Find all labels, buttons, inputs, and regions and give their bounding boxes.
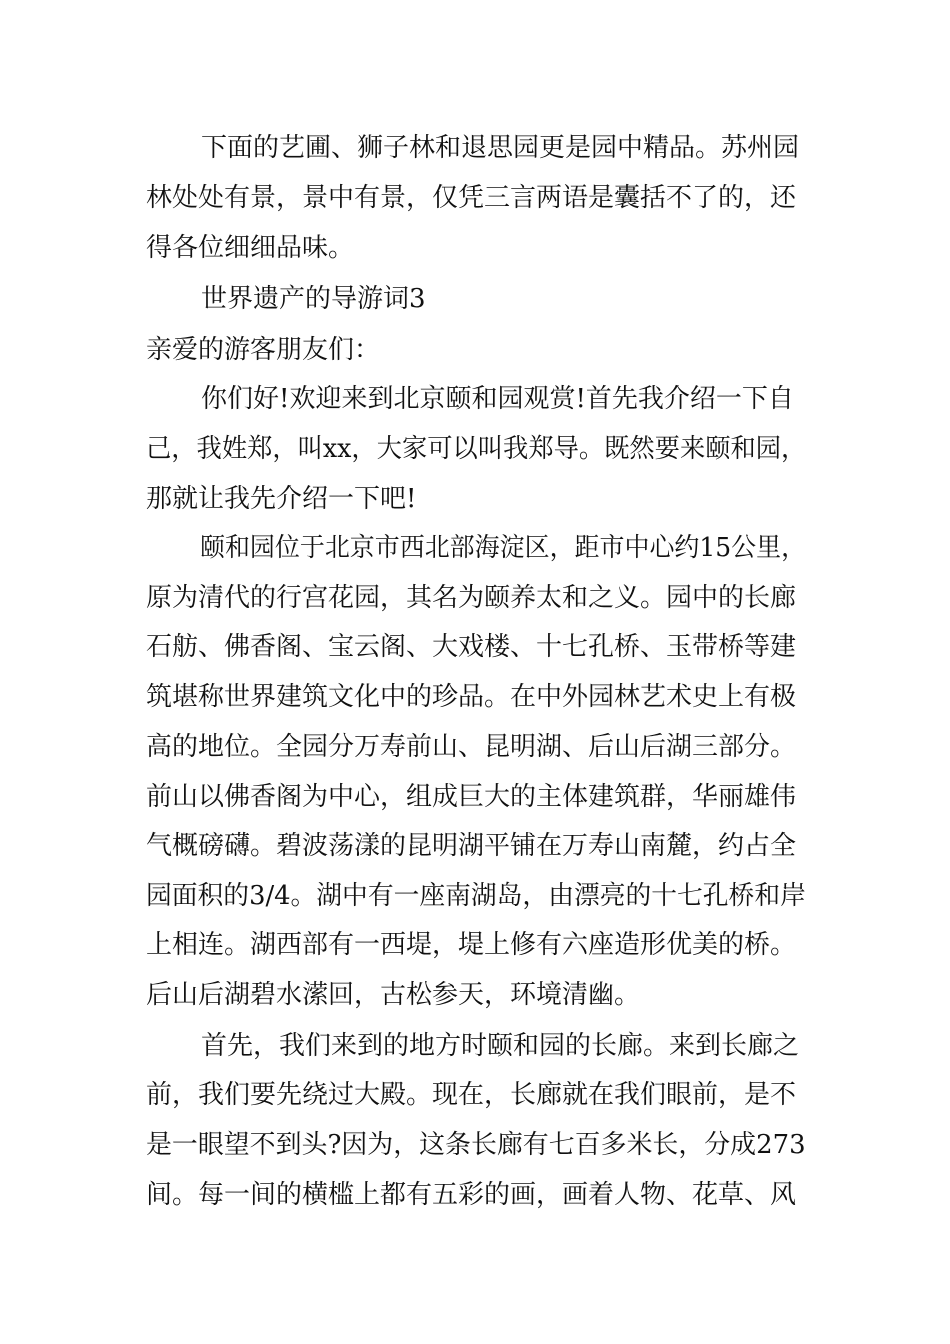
text-line: 下面的艺圃、狮子林和退思园更是园中精品。苏州园	[175, 133, 800, 163]
text-line: 前，我们要先绕过大殿。现在，长廊就在我们眼前，是不	[146, 1080, 797, 1110]
text-line: 园面积的3/4。湖中有一座南湖岛，由漂亮的十七孔桥和岸	[146, 881, 806, 911]
text-line: 间。每一间的横槛上都有五彩的画，画着人物、花草、风	[146, 1180, 797, 1210]
text-line: 首先，我们来到的地方时颐和园的长廊。来到长廊之	[175, 1031, 800, 1061]
text-line: 林处处有景，景中有景，仅凭三言两语是囊括不了的，还	[146, 183, 797, 213]
text-line: 后山后湖碧水潆回，古松参天，环境清幽。	[146, 980, 641, 1010]
text-line: 气概磅礴。碧波荡漾的昆明湖平铺在万寿山南麓，约占全	[146, 831, 797, 861]
section-heading: 世界遗产的导游词3	[175, 284, 426, 314]
text-line: 上相连。湖西部有一西堤，堤上修有六座造形优美的桥。	[146, 930, 797, 960]
text-line: 得各位细细品味。	[146, 233, 355, 263]
text-line: 那就让我先介绍一下吧!	[146, 484, 417, 514]
text-line: 石舫、佛香阁、宝云阁、大戏楼、十七孔桥、玉带桥等建	[146, 632, 797, 662]
text-line: 是一眼望不到头?因为，这条长廊有七百多米长，分成273	[146, 1130, 806, 1160]
text-line: 前山以佛香阁为中心，组成巨大的主体建筑群，华丽雄伟	[146, 782, 797, 812]
text-line: 高的地位。全园分万寿前山、昆明湖、后山后湖三部分。	[146, 732, 797, 762]
text-line: 原为清代的行宫花园，其名为颐养太和之义。园中的长廊	[146, 583, 797, 613]
text-line: 颐和园位于北京市西北部海淀区，距市中心约15公里，	[175, 533, 807, 563]
text-line: 亲爱的游客朋友们：	[146, 335, 381, 365]
text-line: 己，我姓郑，叫xx，大家可以叫我郑导。既然要来颐和园，	[146, 434, 807, 464]
text-line: 筑堪称世界建筑文化中的珍品。在中外园林艺术史上有极	[146, 682, 797, 712]
text-line: 你们好!欢迎来到北京颐和园观赏!首先我介绍一下自	[175, 384, 794, 414]
